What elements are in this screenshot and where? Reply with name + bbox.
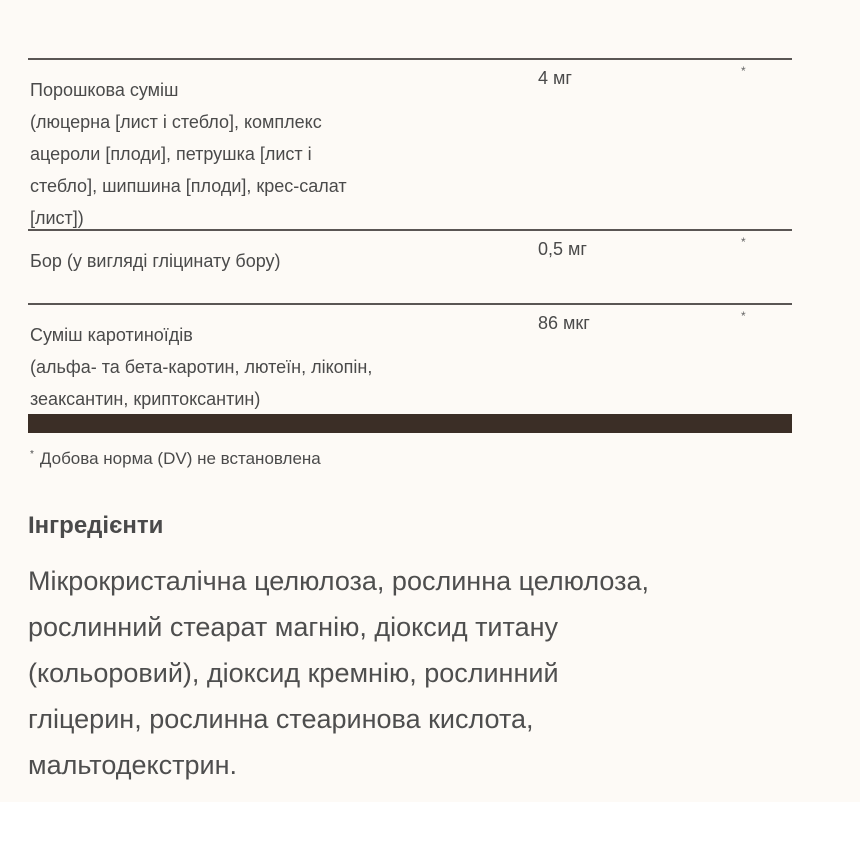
ingredient-amount: 0,5 мг [538,239,587,259]
table-row [28,229,792,303]
ingredient-amount: 86 мкг [538,313,590,333]
ingredient-name-line: зеаксантин, криптоксантин) [30,389,261,409]
daily-value-mark: * [741,235,746,249]
ingredient-name-line: Порошкова суміш [30,80,179,100]
daily-value-mark: * [741,309,746,323]
ingredient-name [30,245,530,277]
ingredient-name [30,319,530,415]
ingredient-name-line: [лист]) [30,208,84,228]
ingredients-line: Мікрокристалічна целюлоза, рослинна целюлоза, [28,566,649,596]
daily-value-mark: * [741,64,746,78]
ingredients-line: гліцерин, рослинна стеаринова кислота, [28,704,534,734]
footnote-text: Добова норма (DV) не встановлена [39,449,321,468]
table-row [28,58,792,229]
table-row [28,303,792,410]
footnote-mark: * [30,449,34,460]
supplement-table [28,58,792,410]
ingredient-amount: 4 мг [538,68,572,88]
ingredients-title: Інгредієнти [28,512,164,539]
ingredient-name-line: ацероли [плоди], петрушка [лист і [30,144,312,164]
ingredient-name-line: (альфа- та бета-каротин, лютеїн, лікопін, [30,357,373,377]
ingredients-text [28,558,828,788]
ingredients-line: мальтодекстрин. [28,750,238,780]
footnote [30,449,321,469]
ingredients-line: (кольоровий), діоксид кремнію, рослинний [28,658,559,688]
ingredients-line: рослинний стеарат магнію, діоксид титану [28,612,559,642]
ingredient-name-line: стебло], шипшина [плоди], крес-салат [30,176,347,196]
ingredient-name-line: Бор (у вигляді гліцинату бору) [30,251,281,271]
ingredient-name-line: Суміш каротиноїдів [30,325,193,345]
ingredient-name-line: (люцерна [лист і стебло], комплекс [30,112,322,132]
ingredient-name [30,74,530,234]
table-bottom-bar [28,414,792,433]
